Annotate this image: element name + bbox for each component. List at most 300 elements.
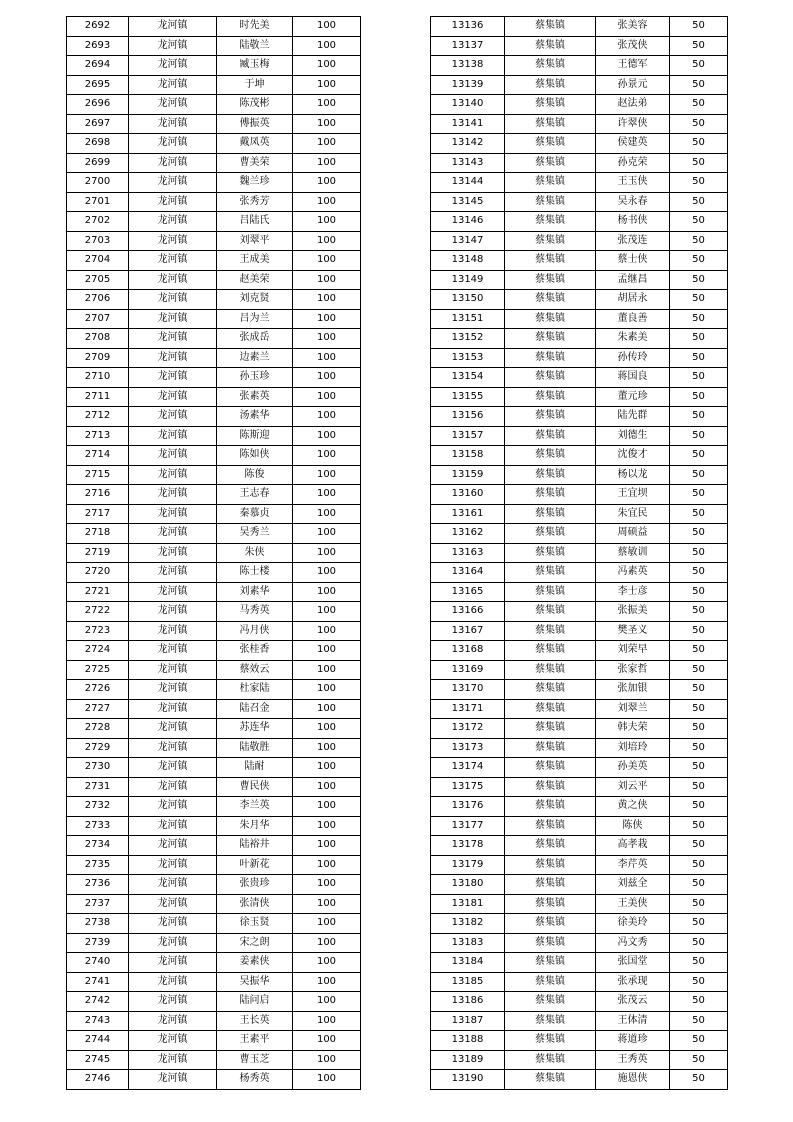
name-cell: 曹民侠 xyxy=(217,777,293,797)
name-cell: 张秀芳 xyxy=(217,192,293,212)
name-cell: 陈侠 xyxy=(596,816,670,836)
amount-cell: 50 xyxy=(670,699,728,719)
table-row xyxy=(431,582,728,602)
amount-cell: 100 xyxy=(293,56,361,76)
amount-cell: 50 xyxy=(670,894,728,914)
town-cell: 龙河镇 xyxy=(129,1050,217,1070)
town-cell: 龙河镇 xyxy=(129,504,217,524)
name-cell: 刘荣早 xyxy=(596,641,670,661)
row-number-cell: 13187 xyxy=(431,1011,505,1031)
table-row xyxy=(431,485,728,505)
amount-cell: 50 xyxy=(670,504,728,524)
amount-cell: 100 xyxy=(293,758,361,778)
town-cell: 龙河镇 xyxy=(129,953,217,973)
row-number-cell: 13147 xyxy=(431,231,505,251)
town-cell: 蔡集镇 xyxy=(505,953,596,973)
row-number-cell: 13185 xyxy=(431,972,505,992)
table-row xyxy=(431,953,728,973)
town-cell: 蔡集镇 xyxy=(505,75,596,95)
table-row xyxy=(431,699,728,719)
table-row xyxy=(67,231,361,251)
table-row xyxy=(431,602,728,622)
town-cell: 龙河镇 xyxy=(129,17,217,37)
amount-cell: 50 xyxy=(670,816,728,836)
row-number-cell: 13188 xyxy=(431,1031,505,1051)
row-number-cell: 13153 xyxy=(431,348,505,368)
amount-cell: 50 xyxy=(670,348,728,368)
table-row xyxy=(431,972,728,992)
table-row xyxy=(67,777,361,797)
name-cell: 朱素美 xyxy=(596,329,670,349)
row-number-cell: 2705 xyxy=(67,270,129,290)
name-cell: 王宜坝 xyxy=(596,485,670,505)
table-row xyxy=(67,504,361,524)
town-cell: 龙河镇 xyxy=(129,855,217,875)
amount-cell: 50 xyxy=(670,563,728,583)
town-cell: 蔡集镇 xyxy=(505,992,596,1012)
name-cell: 边素兰 xyxy=(217,348,293,368)
name-cell: 吴秀兰 xyxy=(217,524,293,544)
name-cell: 张茂连 xyxy=(596,231,670,251)
town-cell: 蔡集镇 xyxy=(505,485,596,505)
amount-cell: 100 xyxy=(293,329,361,349)
name-cell: 吴振华 xyxy=(217,972,293,992)
row-number-cell: 13152 xyxy=(431,329,505,349)
name-cell: 吕陆氏 xyxy=(217,212,293,232)
table-row xyxy=(67,641,361,661)
row-number-cell: 13179 xyxy=(431,855,505,875)
row-number-cell: 2711 xyxy=(67,387,129,407)
amount-cell: 100 xyxy=(293,446,361,466)
amount-cell: 50 xyxy=(670,134,728,154)
row-number-cell: 2726 xyxy=(67,680,129,700)
name-cell: 陈如侠 xyxy=(217,446,293,466)
row-number-cell: 2703 xyxy=(67,231,129,251)
name-cell: 徐美玲 xyxy=(596,914,670,934)
row-number-cell: 2731 xyxy=(67,777,129,797)
row-number-cell: 2725 xyxy=(67,660,129,680)
row-number-cell: 13184 xyxy=(431,953,505,973)
town-cell: 龙河镇 xyxy=(129,309,217,329)
row-number-cell: 13174 xyxy=(431,758,505,778)
row-number-cell: 13140 xyxy=(431,95,505,115)
name-cell: 孙玉珍 xyxy=(217,368,293,388)
town-cell: 龙河镇 xyxy=(129,992,217,1012)
amount-cell: 50 xyxy=(670,1070,728,1090)
amount-cell: 50 xyxy=(670,387,728,407)
town-cell: 蔡集镇 xyxy=(505,251,596,271)
table-row xyxy=(431,251,728,271)
town-cell: 蔡集镇 xyxy=(505,426,596,446)
town-cell: 龙河镇 xyxy=(129,153,217,173)
amount-cell: 50 xyxy=(670,231,728,251)
amount-cell: 50 xyxy=(670,738,728,758)
name-cell: 王秀英 xyxy=(596,1050,670,1070)
row-number-cell: 13177 xyxy=(431,816,505,836)
table-row xyxy=(431,1031,728,1051)
amount-cell: 100 xyxy=(293,816,361,836)
table-row xyxy=(431,758,728,778)
town-cell: 龙河镇 xyxy=(129,485,217,505)
row-number-cell: 2695 xyxy=(67,75,129,95)
name-cell: 蒋国良 xyxy=(596,368,670,388)
row-number-cell: 2724 xyxy=(67,641,129,661)
amount-cell: 50 xyxy=(670,485,728,505)
name-cell: 张加银 xyxy=(596,680,670,700)
table-row xyxy=(67,563,361,583)
table-row xyxy=(431,75,728,95)
row-number-cell: 13182 xyxy=(431,914,505,934)
town-cell: 蔡集镇 xyxy=(505,836,596,856)
name-cell: 吕为兰 xyxy=(217,309,293,329)
table-row xyxy=(67,1050,361,1070)
amount-cell: 100 xyxy=(293,114,361,134)
amount-cell: 100 xyxy=(293,543,361,563)
row-number-cell: 13178 xyxy=(431,836,505,856)
amount-cell: 50 xyxy=(670,621,728,641)
amount-cell: 50 xyxy=(670,153,728,173)
amount-cell: 100 xyxy=(293,465,361,485)
row-number-cell: 13173 xyxy=(431,738,505,758)
town-cell: 蔡集镇 xyxy=(505,368,596,388)
town-cell: 蔡集镇 xyxy=(505,758,596,778)
town-cell: 蔡集镇 xyxy=(505,524,596,544)
name-cell: 朱宜民 xyxy=(596,504,670,524)
row-number-cell: 2709 xyxy=(67,348,129,368)
amount-cell: 100 xyxy=(293,992,361,1012)
name-cell: 刘克贤 xyxy=(217,290,293,310)
row-number-cell: 13172 xyxy=(431,719,505,739)
table-row xyxy=(67,309,361,329)
name-cell: 张美容 xyxy=(596,17,670,37)
table-row xyxy=(431,719,728,739)
row-number-cell: 13136 xyxy=(431,17,505,37)
table-row xyxy=(67,134,361,154)
amount-cell: 100 xyxy=(293,660,361,680)
name-cell: 蔡敏训 xyxy=(596,543,670,563)
town-cell: 龙河镇 xyxy=(129,875,217,895)
town-cell: 蔡集镇 xyxy=(505,231,596,251)
row-number-cell: 13189 xyxy=(431,1050,505,1070)
amount-cell: 100 xyxy=(293,738,361,758)
name-cell: 陈茂彬 xyxy=(217,95,293,115)
town-cell: 龙河镇 xyxy=(129,465,217,485)
name-cell: 张国堂 xyxy=(596,953,670,973)
amount-cell: 100 xyxy=(293,173,361,193)
name-cell: 曹美荣 xyxy=(217,153,293,173)
town-cell: 蔡集镇 xyxy=(505,1070,596,1090)
table-row xyxy=(431,114,728,134)
table-row xyxy=(431,192,728,212)
row-number-cell: 2737 xyxy=(67,894,129,914)
table-row xyxy=(67,524,361,544)
town-cell: 龙河镇 xyxy=(129,1070,217,1090)
town-cell: 龙河镇 xyxy=(129,446,217,466)
row-number-cell: 13164 xyxy=(431,563,505,583)
row-number-cell: 2707 xyxy=(67,309,129,329)
amount-cell: 50 xyxy=(670,309,728,329)
town-cell: 龙河镇 xyxy=(129,602,217,622)
amount-cell: 100 xyxy=(293,797,361,817)
amount-cell: 100 xyxy=(293,641,361,661)
town-cell: 蔡集镇 xyxy=(505,329,596,349)
name-cell: 王美侠 xyxy=(596,894,670,914)
name-cell: 李芹英 xyxy=(596,855,670,875)
town-cell: 龙河镇 xyxy=(129,543,217,563)
table-row xyxy=(67,251,361,271)
amount-cell: 100 xyxy=(293,914,361,934)
name-cell: 陆问启 xyxy=(217,992,293,1012)
row-number-cell: 13154 xyxy=(431,368,505,388)
row-number-cell: 13145 xyxy=(431,192,505,212)
table-row xyxy=(67,17,361,37)
town-cell: 龙河镇 xyxy=(129,134,217,154)
name-cell: 于坤 xyxy=(217,75,293,95)
right-table xyxy=(430,16,728,1090)
amount-cell: 100 xyxy=(293,270,361,290)
row-number-cell: 13160 xyxy=(431,485,505,505)
name-cell: 杨以龙 xyxy=(596,465,670,485)
name-cell: 王玉侠 xyxy=(596,173,670,193)
town-cell: 蔡集镇 xyxy=(505,270,596,290)
name-cell: 曹玉芝 xyxy=(217,1050,293,1070)
table-row xyxy=(67,914,361,934)
name-cell: 赵美荣 xyxy=(217,270,293,290)
row-number-cell: 13183 xyxy=(431,933,505,953)
row-number-cell: 2729 xyxy=(67,738,129,758)
name-cell: 戴凤英 xyxy=(217,134,293,154)
row-number-cell: 2727 xyxy=(67,699,129,719)
row-number-cell: 13181 xyxy=(431,894,505,914)
name-cell: 冯素英 xyxy=(596,563,670,583)
town-cell: 龙河镇 xyxy=(129,894,217,914)
amount-cell: 100 xyxy=(293,426,361,446)
row-number-cell: 13159 xyxy=(431,465,505,485)
name-cell: 陆耐 xyxy=(217,758,293,778)
amount-cell: 100 xyxy=(293,17,361,37)
town-cell: 龙河镇 xyxy=(129,914,217,934)
name-cell: 刘云平 xyxy=(596,777,670,797)
name-cell: 施恩侠 xyxy=(596,1070,670,1090)
town-cell: 龙河镇 xyxy=(129,777,217,797)
row-number-cell: 2722 xyxy=(67,602,129,622)
town-cell: 蔡集镇 xyxy=(505,1050,596,1070)
town-cell: 蔡集镇 xyxy=(505,348,596,368)
row-number-cell: 2719 xyxy=(67,543,129,563)
amount-cell: 50 xyxy=(670,426,728,446)
amount-cell: 50 xyxy=(670,641,728,661)
name-cell: 周硕益 xyxy=(596,524,670,544)
name-cell: 李兰英 xyxy=(217,797,293,817)
row-number-cell: 2728 xyxy=(67,719,129,739)
row-number-cell: 13142 xyxy=(431,134,505,154)
row-number-cell: 2717 xyxy=(67,504,129,524)
name-cell: 杨书侠 xyxy=(596,212,670,232)
table-row xyxy=(431,914,728,934)
row-number-cell: 13148 xyxy=(431,251,505,271)
row-number-cell: 2696 xyxy=(67,95,129,115)
row-number-cell: 2736 xyxy=(67,875,129,895)
amount-cell: 100 xyxy=(293,621,361,641)
amount-cell: 100 xyxy=(293,153,361,173)
name-cell: 孙美英 xyxy=(596,758,670,778)
amount-cell: 100 xyxy=(293,36,361,56)
row-number-cell: 13175 xyxy=(431,777,505,797)
row-number-cell: 13171 xyxy=(431,699,505,719)
table-row xyxy=(67,465,361,485)
town-cell: 龙河镇 xyxy=(129,719,217,739)
table-row xyxy=(431,446,728,466)
town-cell: 蔡集镇 xyxy=(505,407,596,427)
town-cell: 龙河镇 xyxy=(129,192,217,212)
amount-cell: 100 xyxy=(293,563,361,583)
table-row xyxy=(67,543,361,563)
amount-cell: 100 xyxy=(293,524,361,544)
row-number-cell: 2714 xyxy=(67,446,129,466)
amount-cell: 100 xyxy=(293,953,361,973)
table-row xyxy=(67,875,361,895)
amount-cell: 50 xyxy=(670,95,728,115)
table-row xyxy=(67,290,361,310)
name-cell: 李士彦 xyxy=(596,582,670,602)
town-cell: 龙河镇 xyxy=(129,56,217,76)
table-row xyxy=(67,56,361,76)
name-cell: 王长英 xyxy=(217,1011,293,1031)
row-number-cell: 2746 xyxy=(67,1070,129,1090)
row-number-cell: 2699 xyxy=(67,153,129,173)
table-row xyxy=(67,348,361,368)
row-number-cell: 2713 xyxy=(67,426,129,446)
table-row xyxy=(431,95,728,115)
table-row xyxy=(67,192,361,212)
town-cell: 蔡集镇 xyxy=(505,387,596,407)
amount-cell: 100 xyxy=(293,75,361,95)
row-number-cell: 13137 xyxy=(431,36,505,56)
name-cell: 杨秀英 xyxy=(217,1070,293,1090)
name-cell: 王体清 xyxy=(596,1011,670,1031)
town-cell: 龙河镇 xyxy=(129,680,217,700)
name-cell: 胡居永 xyxy=(596,290,670,310)
amount-cell: 50 xyxy=(670,719,728,739)
row-number-cell: 2702 xyxy=(67,212,129,232)
table-row xyxy=(67,894,361,914)
row-number-cell: 2712 xyxy=(67,407,129,427)
town-cell: 龙河镇 xyxy=(129,797,217,817)
amount-cell: 50 xyxy=(670,75,728,95)
name-cell: 叶新花 xyxy=(217,855,293,875)
name-cell: 陆裕井 xyxy=(217,836,293,856)
table-row xyxy=(67,270,361,290)
table-row xyxy=(67,407,361,427)
town-cell: 龙河镇 xyxy=(129,36,217,56)
town-cell: 蔡集镇 xyxy=(505,816,596,836)
table-row xyxy=(431,407,728,427)
row-number-cell: 13170 xyxy=(431,680,505,700)
town-cell: 龙河镇 xyxy=(129,738,217,758)
name-cell: 吴永春 xyxy=(596,192,670,212)
name-cell: 张成岳 xyxy=(217,329,293,349)
name-cell: 陈士楼 xyxy=(217,563,293,583)
town-cell: 龙河镇 xyxy=(129,173,217,193)
town-cell: 蔡集镇 xyxy=(505,153,596,173)
town-cell: 龙河镇 xyxy=(129,290,217,310)
town-cell: 龙河镇 xyxy=(129,75,217,95)
town-cell: 蔡集镇 xyxy=(505,738,596,758)
name-cell: 董元珍 xyxy=(596,387,670,407)
row-number-cell: 13151 xyxy=(431,309,505,329)
table-row xyxy=(431,738,728,758)
table-row xyxy=(431,797,728,817)
town-cell: 龙河镇 xyxy=(129,231,217,251)
name-cell: 魏兰珍 xyxy=(217,173,293,193)
row-number-cell: 2710 xyxy=(67,368,129,388)
name-cell: 刘翠平 xyxy=(217,231,293,251)
table-row xyxy=(431,1011,728,1031)
table-row xyxy=(431,231,728,251)
table-row xyxy=(431,855,728,875)
table-row xyxy=(67,953,361,973)
name-cell: 沈俊才 xyxy=(596,446,670,466)
amount-cell: 100 xyxy=(293,309,361,329)
town-cell: 蔡集镇 xyxy=(505,446,596,466)
amount-cell: 100 xyxy=(293,875,361,895)
name-cell: 陆先群 xyxy=(596,407,670,427)
town-cell: 蔡集镇 xyxy=(505,777,596,797)
table-row xyxy=(431,17,728,37)
row-number-cell: 2701 xyxy=(67,192,129,212)
amount-cell: 50 xyxy=(670,114,728,134)
amount-cell: 50 xyxy=(670,777,728,797)
table-row xyxy=(431,621,728,641)
table-row xyxy=(431,368,728,388)
row-number-cell: 13146 xyxy=(431,212,505,232)
name-cell: 冯月侠 xyxy=(217,621,293,641)
amount-cell: 50 xyxy=(670,270,728,290)
table-row xyxy=(67,699,361,719)
amount-cell: 100 xyxy=(293,95,361,115)
row-number-cell: 13155 xyxy=(431,387,505,407)
name-cell: 陈俊 xyxy=(217,465,293,485)
amount-cell: 50 xyxy=(670,875,728,895)
row-number-cell: 13176 xyxy=(431,797,505,817)
table-row xyxy=(431,504,728,524)
table-row xyxy=(431,36,728,56)
amount-cell: 100 xyxy=(293,290,361,310)
town-cell: 蔡集镇 xyxy=(505,563,596,583)
row-number-cell: 2735 xyxy=(67,855,129,875)
table-row xyxy=(67,758,361,778)
amount-cell: 50 xyxy=(670,407,728,427)
table-row xyxy=(67,680,361,700)
row-number-cell: 13165 xyxy=(431,582,505,602)
row-number-cell: 13168 xyxy=(431,641,505,661)
table-row xyxy=(431,270,728,290)
table-row xyxy=(67,738,361,758)
table-row xyxy=(67,855,361,875)
table-row xyxy=(67,446,361,466)
town-cell: 龙河镇 xyxy=(129,407,217,427)
town-cell: 蔡集镇 xyxy=(505,660,596,680)
table-row xyxy=(67,114,361,134)
town-cell: 蔡集镇 xyxy=(505,309,596,329)
amount-cell: 100 xyxy=(293,582,361,602)
amount-cell: 100 xyxy=(293,1031,361,1051)
name-cell: 樊圣义 xyxy=(596,621,670,641)
name-cell: 张贵珍 xyxy=(217,875,293,895)
amount-cell: 50 xyxy=(670,368,728,388)
row-number-cell: 13166 xyxy=(431,602,505,622)
town-cell: 蔡集镇 xyxy=(505,875,596,895)
